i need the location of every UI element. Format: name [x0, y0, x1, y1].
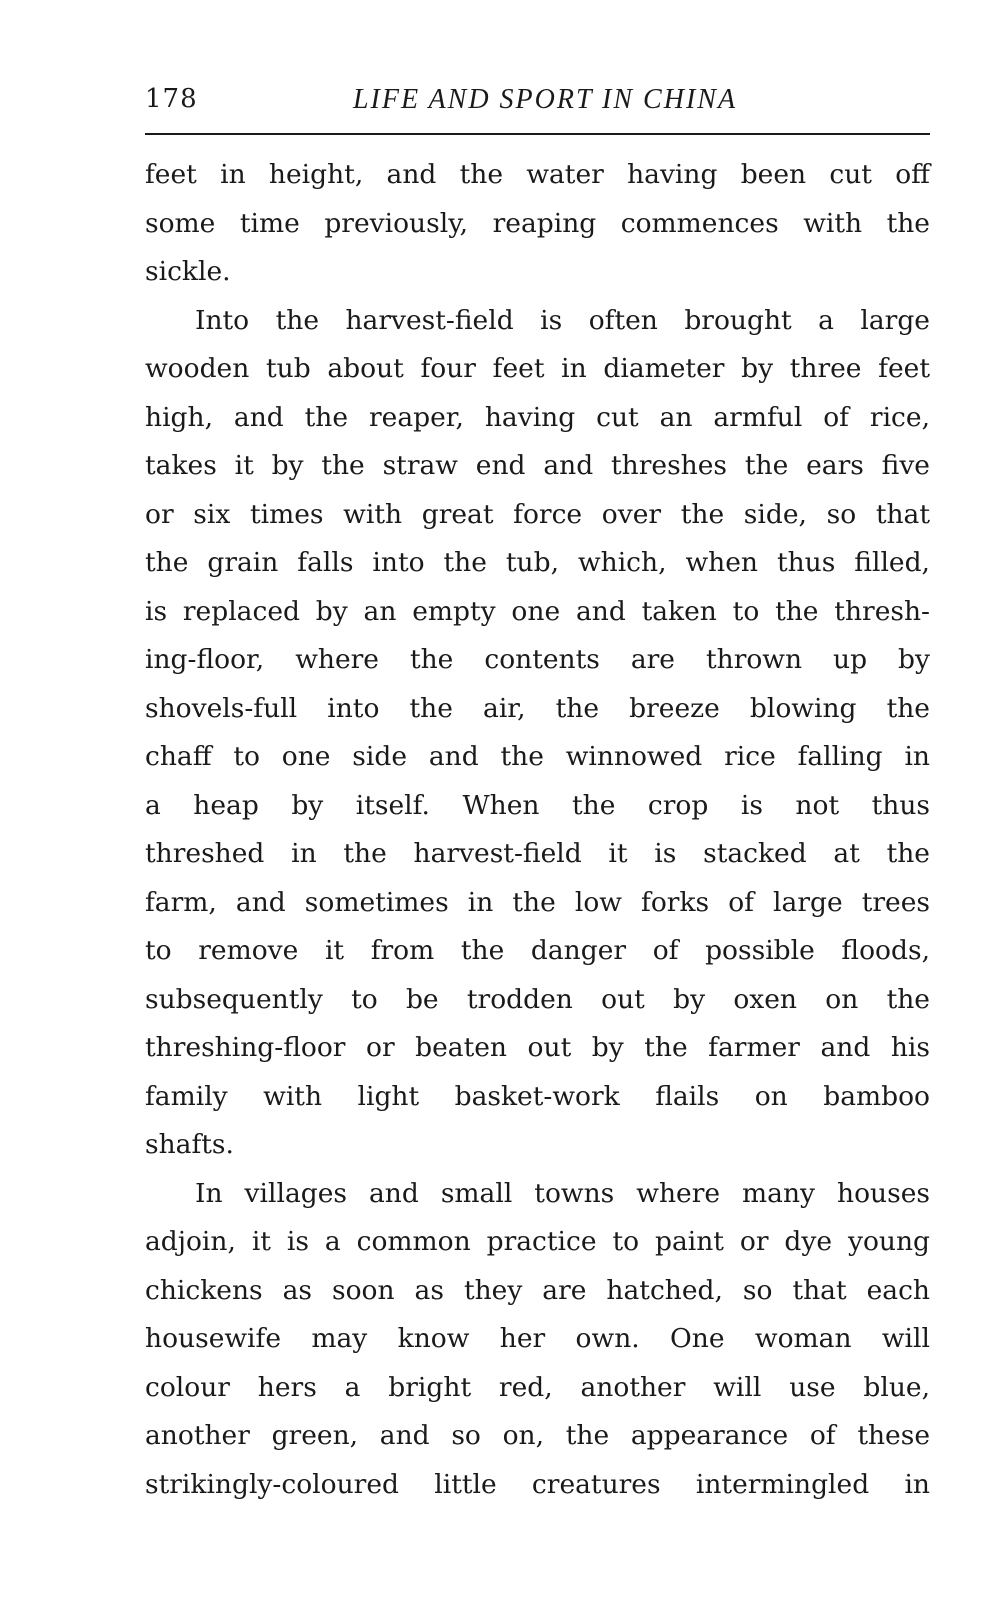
text-line: In villages and small towns where many houses — [195, 1177, 930, 1209]
text-line: shovels-full into the air, the breeze blowing the — [145, 692, 930, 724]
text-line: family with light basket-work flails on bamboo — [145, 1080, 930, 1112]
text-line: the grain falls into the tub, which, when thus filled, — [145, 547, 930, 578]
text-line: a heap by itself. When the crop is not thus — [145, 789, 930, 821]
page-header — [145, 84, 930, 124]
text-line: threshed in the harvest-field it is stacked at the — [145, 838, 930, 869]
text-line: or six times with great force over the side, so that — [145, 498, 930, 530]
text-line: is replaced by an empty one and taken to the thresh- — [145, 595, 930, 627]
text-line: ing-floor, where the contents are thrown up by — [145, 644, 930, 675]
running-title: LIFE AND SPORT IN CHINA — [352, 84, 738, 115]
text-line: sickle. — [145, 256, 231, 287]
text-line: housewife may know her own. One woman will — [145, 1323, 930, 1354]
text-line: threshing-floor or beaten out by the farmer and his — [145, 1032, 930, 1063]
text-line: takes it by the straw end and threshes the ears five — [145, 450, 930, 481]
text-line: adjoin, it is a common practice to paint or dye young — [145, 1226, 930, 1257]
header-rule — [145, 133, 930, 135]
text-line: some time previously, reaping commences with the — [145, 207, 930, 239]
text-line: feet in height, and the water having been cut off — [145, 159, 930, 190]
text-line: colour hers a bright red, another will use blue, — [145, 1371, 930, 1403]
page-number: 178 — [145, 84, 198, 114]
text-line: farm, and sometimes in the low forks of large trees — [145, 886, 930, 918]
body-text — [145, 151, 930, 1509]
text-line: chickens as soon as they are hatched, so that each — [145, 1274, 930, 1306]
text-line: subsequently to be trodden out by oxen on the — [145, 983, 930, 1015]
text-line: chaff to one side and the winnowed rice falling in — [145, 741, 930, 772]
text-line: strikingly-coloured little creatures intermingled in — [145, 1468, 930, 1500]
text-line: wooden tub about four feet in diameter by three feet — [145, 353, 930, 384]
text-line: to remove it from the danger of possible floods, — [145, 935, 930, 966]
text-line: Into the harvest-field is often brought a large — [195, 304, 930, 336]
text-line: shafts. — [145, 1129, 234, 1160]
text-line: high, and the reaper, having cut an armful of rice, — [145, 401, 930, 433]
text-line: another green, and so on, the appearance of these — [145, 1420, 930, 1451]
